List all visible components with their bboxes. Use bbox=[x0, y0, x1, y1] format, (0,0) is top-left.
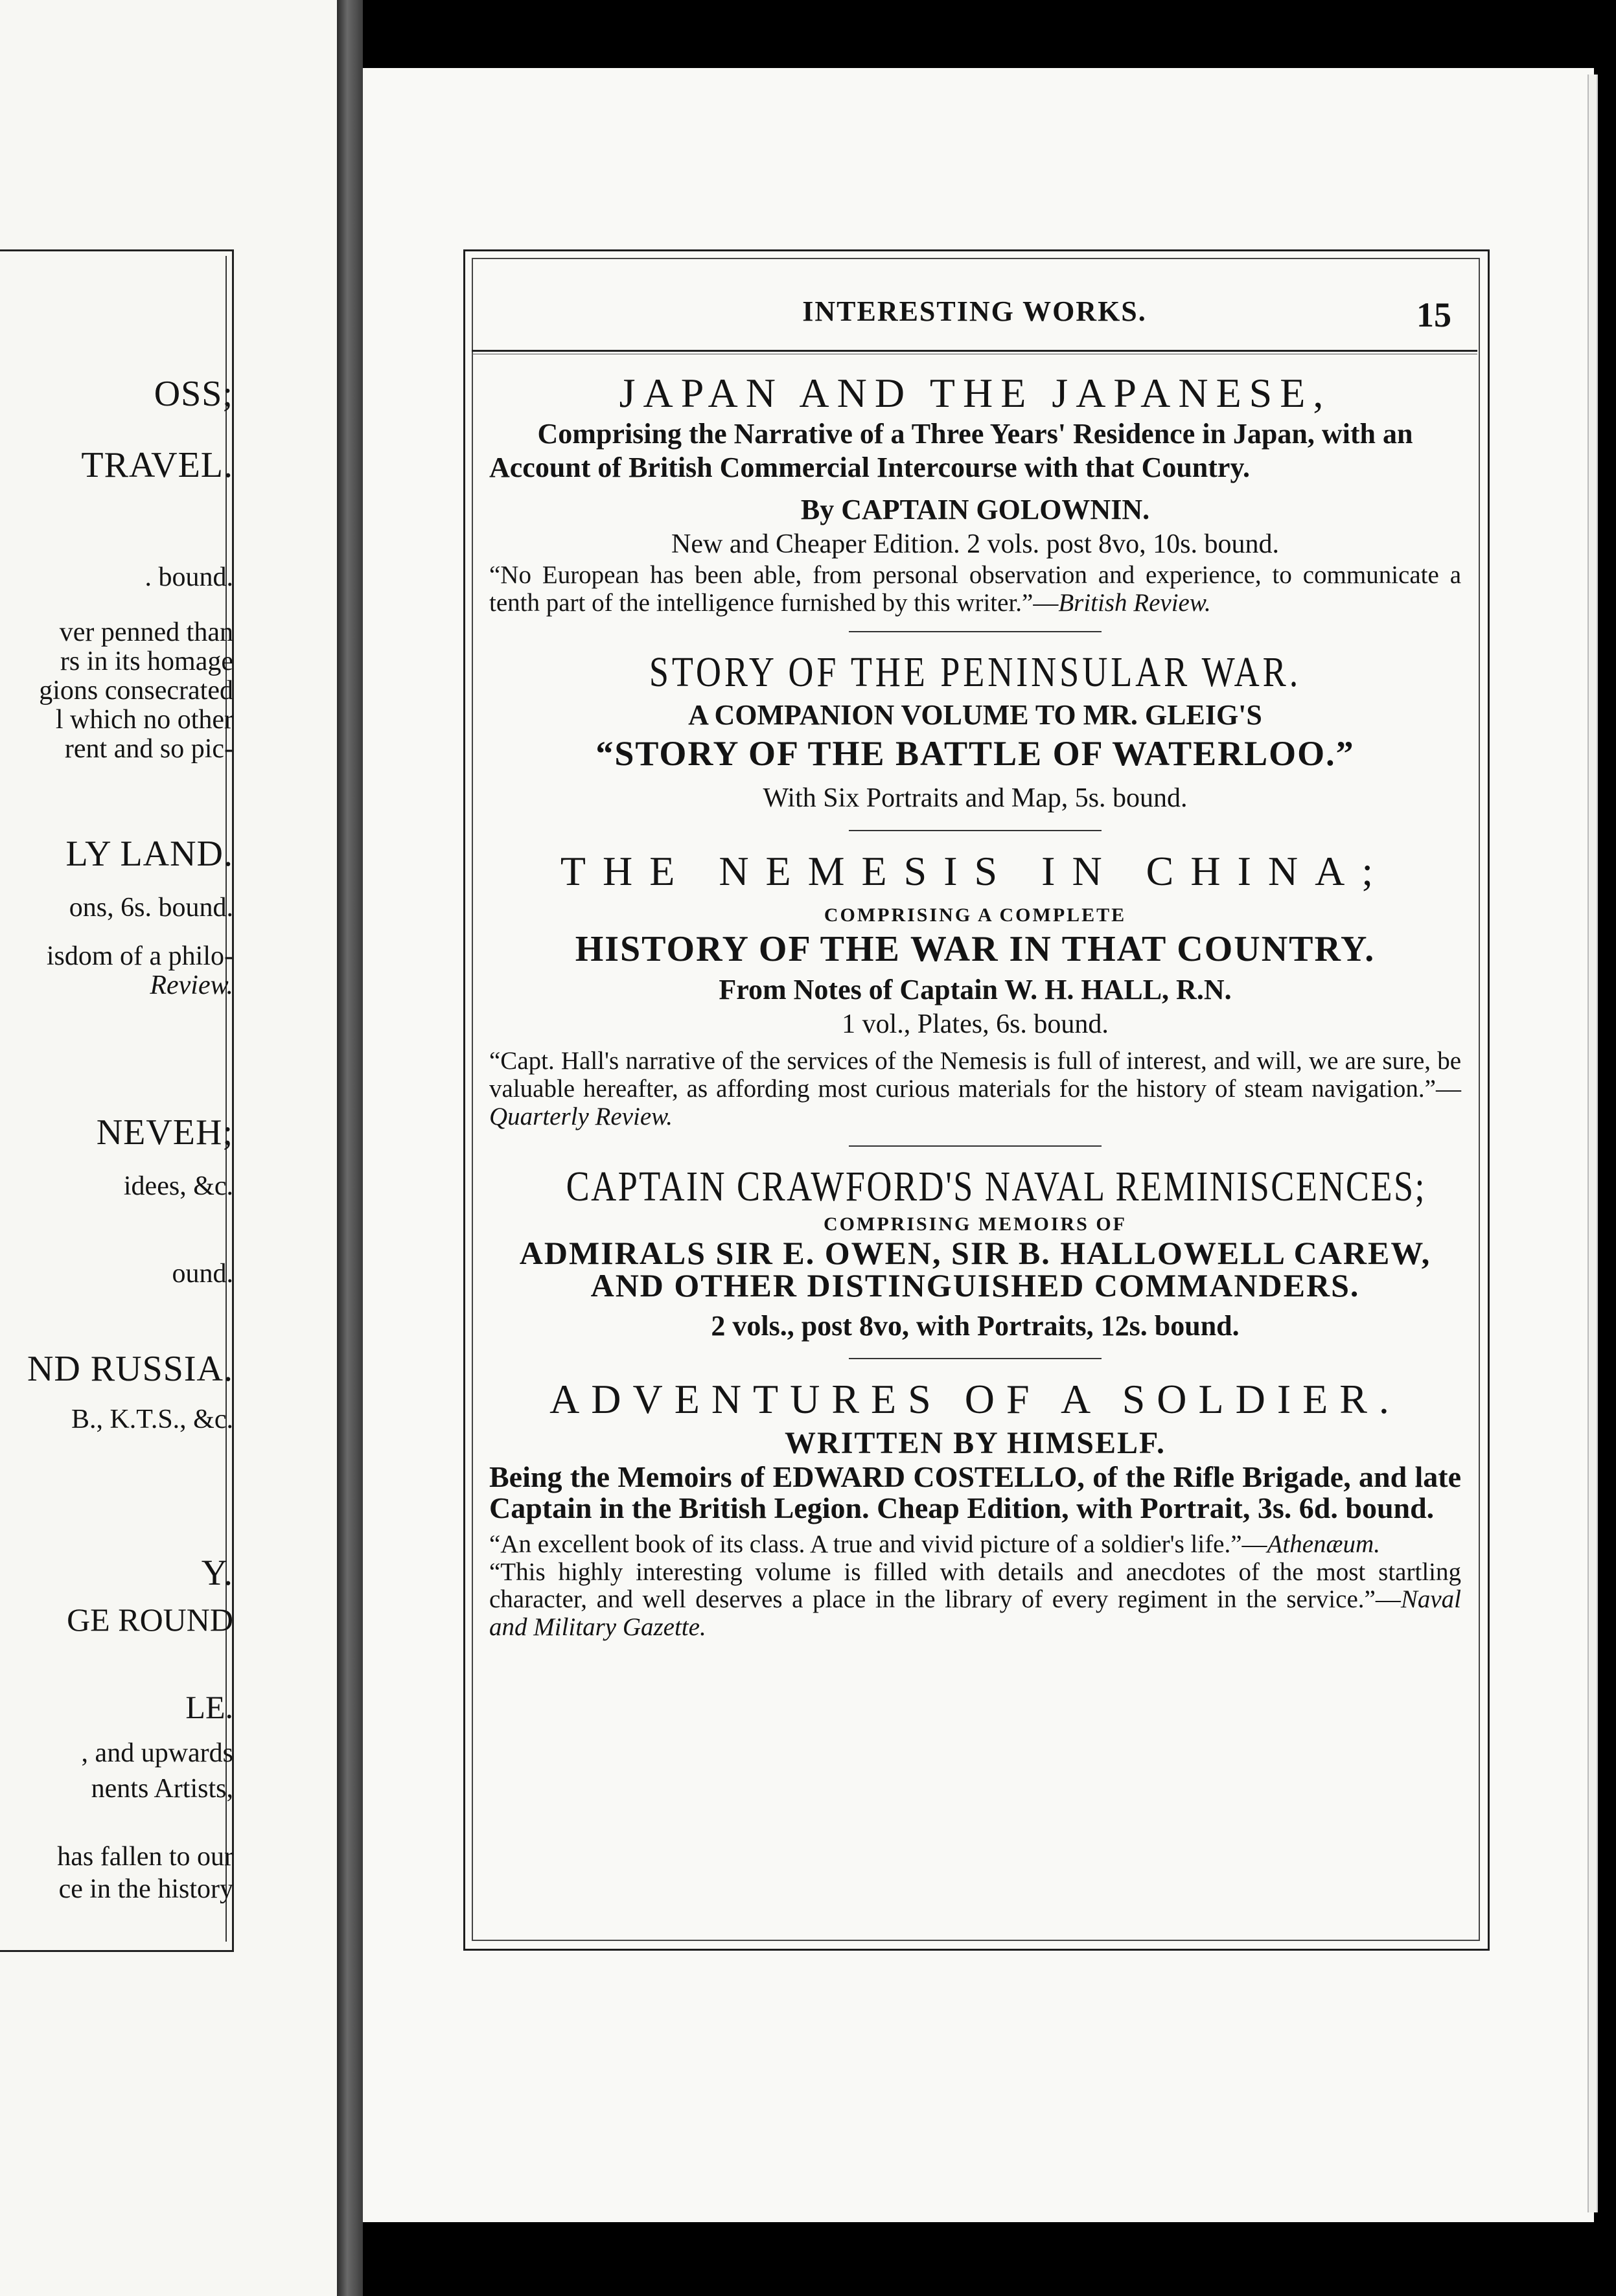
work-subline: ADMIRALS SIR E. OWEN, SIR B. HALLOWELL CAREW, AND OTHER DISTINGUISHED COMMANDERS. bbox=[519, 1234, 1431, 1303]
left-fragment: ce in the history bbox=[58, 1874, 233, 1904]
left-fragment: LY LAND. bbox=[65, 834, 233, 874]
book-gutter bbox=[337, 0, 363, 2296]
work-subtitle: Comprising the Narrative of a Three Years' Residence in Japan, with an Account of British Commercial Intercourse with that Country. bbox=[489, 417, 1413, 484]
work-entry bbox=[476, 1162, 1474, 1344]
work-entry bbox=[476, 847, 1474, 1131]
work-subline: COMPRISING MEMOIRS OF bbox=[824, 1213, 1127, 1235]
work-edition: New and Cheaper Edition. 2 vols. post 8vo, 10s. bound. bbox=[671, 529, 1279, 560]
work-subline: HISTORY OF THE WAR IN THAT COUNTRY. bbox=[575, 929, 1376, 970]
quote-text: “Capt. Hall's narrative of the services of the Nemesis is full of interest, and will, we are sure, be valuable hereafter, as affording most curious materials for the history of steam navigation.”— bbox=[489, 1047, 1461, 1103]
left-fragment: ver penned than bbox=[59, 617, 233, 647]
page-number: 15 bbox=[1416, 295, 1451, 334]
section-separator bbox=[849, 830, 1102, 831]
quote-text: “An excellent book of its class. A true and vivid picture of a soldier's life.”— bbox=[489, 1530, 1267, 1558]
left-fragment: rs in its homage bbox=[60, 647, 233, 676]
work-subline: WRITTEN BY HIMSELF. bbox=[785, 1425, 1166, 1460]
work-edition: 2 vols., post 8vo, with Portraits, 12s. bound. bbox=[711, 1309, 1240, 1342]
left-fragment: Review. bbox=[150, 970, 233, 1000]
work-edition: With Six Portraits and Map, 5s. bound. bbox=[763, 783, 1188, 814]
left-fragment: ons, 6s. bound. bbox=[69, 893, 233, 923]
left-fragment: has fallen to our bbox=[57, 1842, 233, 1872]
quote-source: Athenæum. bbox=[1267, 1530, 1380, 1558]
left-fragment: gions consecrated bbox=[39, 676, 233, 706]
work-subline: A COMPANION VOLUME TO MR. GLEIG'S bbox=[688, 699, 1262, 731]
review-quote bbox=[476, 562, 1474, 617]
left-fragment: l which no other bbox=[55, 705, 233, 735]
work-entry bbox=[476, 369, 1474, 617]
work-subline: COMPRISING A COMPLETE bbox=[824, 904, 1127, 926]
left-fragment: OSS; bbox=[154, 374, 233, 414]
left-fragment: ound. bbox=[172, 1259, 233, 1289]
review-quote bbox=[476, 1531, 1474, 1559]
work-description: Being the Memoirs of EDWARD COSTELLO, of the Rifle Brigade, and late Captain in the British Legion. Cheap Edition, with Portrait, 3s. 6d. bound. bbox=[489, 1460, 1461, 1525]
left-fragment: . bound. bbox=[144, 562, 233, 592]
left-fragment: GE ROUND bbox=[67, 1601, 233, 1638]
running-title: INTERESTING WORKS. bbox=[802, 295, 1147, 327]
quote-source: Naval and Military Gazette. bbox=[489, 1585, 1461, 1642]
quote-source: Quarterly Review. bbox=[489, 1102, 673, 1131]
left-fragment: ND RUSSIA. bbox=[27, 1349, 233, 1389]
quote-source: British Review. bbox=[1058, 588, 1211, 617]
work-author: By CAPTAIN GOLOWNIN. bbox=[800, 494, 1150, 526]
work-title: CAPTAIN CRAWFORD'S NAVAL REMINISCENCES; bbox=[566, 1162, 1427, 1210]
left-fragment: idees, &c. bbox=[123, 1171, 233, 1201]
left-fragment: LE. bbox=[185, 1689, 233, 1725]
header-rule bbox=[472, 350, 1477, 354]
left-fragment: isdom of a philo- bbox=[46, 941, 233, 971]
left-fragment: Y. bbox=[201, 1553, 233, 1593]
work-title: STORY OF THE PENINSULAR WAR. bbox=[649, 649, 1302, 696]
section-separator bbox=[849, 631, 1102, 632]
running-header bbox=[472, 295, 1477, 340]
left-page bbox=[0, 0, 337, 2296]
page-edge bbox=[1587, 75, 1598, 2212]
quote-text: “This highly interesting volume is filled with details and anecdotes of the most startling character, and well deserves a place in the library of every regiment in the service.”— bbox=[489, 1557, 1461, 1614]
section-separator bbox=[849, 1145, 1102, 1147]
left-fragment: B., K.T.S., &c. bbox=[71, 1405, 233, 1434]
review-quote bbox=[476, 1559, 1474, 1642]
work-entry bbox=[476, 648, 1474, 815]
left-fragment: TRAVEL. bbox=[81, 445, 233, 485]
work-author: From Notes of Captain W. H. HALL, R.N. bbox=[719, 973, 1232, 1005]
advert-listing bbox=[476, 363, 1474, 1642]
review-quote bbox=[476, 1048, 1474, 1131]
work-title: JAPAN AND THE JAPANESE, bbox=[619, 370, 1332, 416]
left-fragment: rent and so pic- bbox=[64, 734, 233, 764]
section-separator bbox=[849, 1358, 1102, 1359]
work-title: ADVENTURES OF A SOLDIER. bbox=[549, 1375, 1401, 1422]
quote-text: “No European has been able, from personal observation and experience, to communicate a tenth part of the intelligence furnished by this writer.”— bbox=[489, 560, 1461, 617]
work-entry bbox=[476, 1375, 1474, 1642]
left-fragment: , and upwards bbox=[81, 1738, 233, 1768]
work-title: THE NEMESIS IN CHINA; bbox=[560, 847, 1391, 894]
left-fragment: NEVEH; bbox=[96, 1112, 233, 1153]
work-subline: “STORY OF THE BATTLE OF WATERLOO.” bbox=[595, 734, 1355, 774]
left-fragment: nents Artists, bbox=[91, 1774, 233, 1804]
work-edition: 1 vol., Plates, 6s. bound. bbox=[842, 1009, 1109, 1039]
